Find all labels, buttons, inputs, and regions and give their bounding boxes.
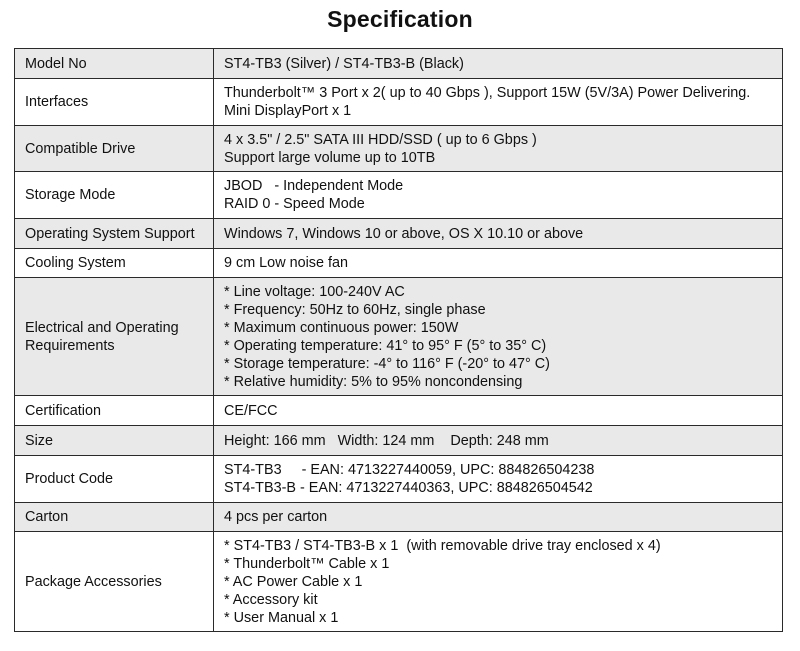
row-label: Product Code bbox=[15, 456, 214, 503]
page-title: Specification bbox=[327, 6, 473, 32]
row-value: 4 pcs per carton bbox=[214, 503, 783, 532]
row-value: * Line voltage: 100-240V AC * Frequency: 50Hz to 60Hz, single phase * Maximum continuous power: 150W * Operating temperature: 41° to 95° F (5° to 35° C) * Storage temperature: -4° to 116° F (-20° to 47° C) * Relative humidity: 5% to 95% noncondensing bbox=[214, 278, 783, 396]
table-row bbox=[15, 79, 783, 126]
table-row bbox=[15, 278, 783, 396]
table-row bbox=[15, 426, 783, 456]
row-value: 9 cm Low noise fan bbox=[214, 249, 783, 278]
table-row bbox=[15, 503, 783, 532]
row-label: Storage Mode bbox=[15, 172, 214, 219]
row-value: JBOD - Independent Mode RAID 0 - Speed Mode bbox=[214, 172, 783, 219]
table-row bbox=[15, 532, 783, 632]
row-label: Electrical and Operating Requirements bbox=[15, 278, 214, 396]
row-value: Height: 166 mm Width: 124 mm Depth: 248 mm bbox=[214, 426, 783, 456]
table-row bbox=[15, 126, 783, 172]
row-label: Cooling System bbox=[15, 249, 214, 278]
row-label: Interfaces bbox=[15, 79, 214, 126]
row-value: Thunderbolt™ 3 Port x 2( up to 40 Gbps ), Support 15W (5V/3A) Power Delivering. Mini DisplayPort x 1 bbox=[214, 79, 783, 126]
row-label: Carton bbox=[15, 503, 214, 532]
row-label: Compatible Drive bbox=[15, 126, 214, 172]
table-row bbox=[15, 172, 783, 219]
table-row bbox=[15, 219, 783, 249]
table-row bbox=[15, 456, 783, 503]
row-label: Size bbox=[15, 426, 214, 456]
row-value: * ST4-TB3 / ST4-TB3-B x 1 (with removable drive tray enclosed x 4) * Thunderbolt™ Cable x 1 * AC Power Cable x 1 * Accessory kit * User Manual x 1 bbox=[214, 532, 783, 632]
row-label: Certification bbox=[15, 396, 214, 426]
specification-table bbox=[14, 48, 783, 632]
row-value: CE/FCC bbox=[214, 396, 783, 426]
table-row bbox=[15, 249, 783, 278]
row-label: Model No bbox=[15, 49, 214, 79]
row-value: Windows 7, Windows 10 or above, OS X 10.10 or above bbox=[214, 219, 783, 249]
row-value: ST4-TB3 (Silver) / ST4-TB3-B (Black) bbox=[214, 49, 783, 79]
table-row bbox=[15, 396, 783, 426]
row-label: Package Accessories bbox=[15, 532, 214, 632]
row-value: 4 x 3.5" / 2.5" SATA III HDD/SSD ( up to 6 Gbps ) Support large volume up to 10TB bbox=[214, 126, 783, 172]
row-label: Operating System Support bbox=[15, 219, 214, 249]
row-value: ST4-TB3 - EAN: 4713227440059, UPC: 884826504238 ST4-TB3-B - EAN: 4713227440363, UPC: 884826504542 bbox=[214, 456, 783, 503]
table-row bbox=[15, 49, 783, 79]
